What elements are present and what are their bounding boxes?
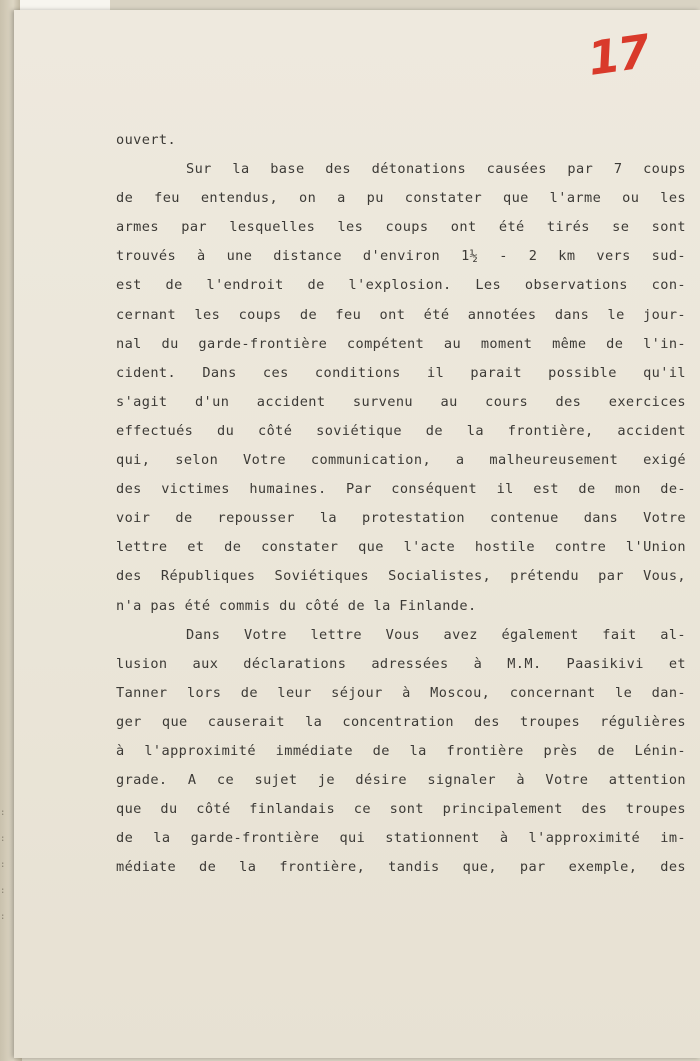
text-line: est de l'endroit de l'explosion. Les observations con-: [116, 277, 686, 294]
text-line: effectués du côté soviétique de la frontière, accident: [116, 422, 686, 439]
edge-marks: : : : : :: [0, 808, 6, 922]
text-line: de la garde-frontière qui stationnent à l'approximité im-: [116, 830, 686, 847]
text-line: Sur la base des détonations causées par 7 coups: [186, 161, 686, 178]
text-line: nal du garde-frontière compétent au moment même de l'in-: [116, 335, 686, 352]
text-line: de feu entendus, on a pu constater que l'arme ou les: [116, 190, 686, 207]
text-line: des Républiques Soviétiques Socialistes, prétendu par Vous,: [116, 568, 686, 585]
text-line: voir de repousser la protestation contenue dans Votre: [116, 510, 686, 527]
text-line: cident. Dans ces conditions il parait possible qu'il: [116, 364, 686, 381]
text-line: trouvés à une distance d'environ 1½ - 2 km vers sud-: [116, 248, 686, 265]
text-line: que du côté finlandais ce sont principalement des troupes: [116, 801, 686, 818]
text-line: à l'approximité immédiate de la frontière près de Lénin-: [116, 742, 686, 759]
handwritten-page-number: 17: [584, 24, 652, 86]
text-line: lusion aux déclarations adressées à M.M. Paasikivi et: [116, 655, 686, 672]
text-line: qui, selon Votre communication, a malheureusement exigé: [116, 452, 686, 469]
typewritten-body: [116, 126, 686, 882]
text-line: s'agit d'un accident survenu au cours des exercices: [116, 393, 686, 410]
text-line: ouvert.: [116, 132, 177, 148]
text-line: cernant les coups de feu ont été annotées dans le jour-: [116, 306, 686, 323]
text-line: Tanner lors de leur séjour à Moscou, concernant le dan-: [116, 684, 686, 701]
text-line: grade. A ce sujet je désire signaler à Votre attention: [116, 772, 686, 789]
text-line: médiate de la frontière, tandis que, par exemple, des: [116, 859, 686, 876]
text-line: lettre et de constater que l'acte hostile contre l'Union: [116, 539, 686, 556]
text-line: armes par lesquelles les coups ont été tirés se sont: [116, 219, 686, 236]
text-line: n'a pas été commis du côté de la Finlande.: [116, 597, 477, 614]
text-line: ger que causerait la concentration des troupes régulières: [116, 713, 686, 730]
text-line: Dans Votre lettre Vous avez également fait al-: [186, 626, 686, 643]
text-line: des victimes humaines. Par conséquent il est de mon de-: [116, 481, 686, 498]
